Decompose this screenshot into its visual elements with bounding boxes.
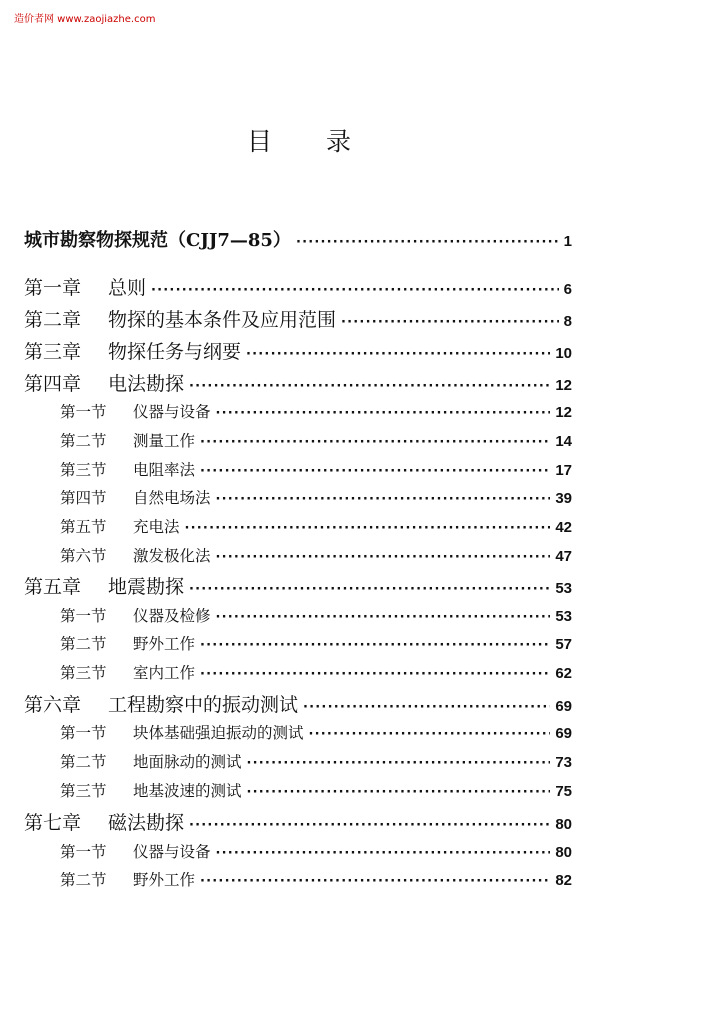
section-number: 第二节 (60, 635, 107, 653)
chapter-title: 地震勘探 (108, 576, 185, 598)
chapter-title: 电法勘探 (108, 373, 185, 395)
toc-label (24, 808, 184, 835)
toc-label (60, 750, 242, 772)
toc-page-number: 47 (555, 548, 572, 565)
section-title: 野外工作 (133, 635, 196, 653)
toc-label (60, 661, 195, 683)
toc-page-number: 53 (555, 608, 572, 625)
leader-dots (189, 818, 550, 833)
chapter-number: 第三章 (24, 341, 82, 363)
section-title: 充电法 (133, 518, 180, 536)
section-number: 第五节 (60, 518, 107, 536)
toc-page-number: 73 (555, 754, 572, 771)
chapter-title: 物探的基本条件及应用范围 (108, 309, 337, 331)
section-title: 激发极化法 (133, 547, 211, 565)
toc-page-number: 82 (555, 872, 572, 889)
chapter-number: 第二章 (24, 309, 82, 331)
toc-page-number: 53 (555, 580, 572, 597)
leader-dots (216, 550, 551, 565)
section-number: 第四节 (60, 489, 107, 507)
toc-label (60, 400, 211, 422)
toc-page-number: 12 (555, 377, 572, 394)
section-title: 自然电场法 (133, 489, 211, 507)
chapter-title: 工程勘察中的振动测试 (108, 694, 299, 716)
toc-label (60, 779, 242, 801)
toc-section[interactable] (60, 868, 572, 890)
toc-section[interactable] (60, 544, 572, 566)
leader-dots (200, 874, 550, 889)
toc-chapter[interactable] (24, 305, 572, 332)
toc-label (24, 273, 146, 300)
section-number: 第一节 (60, 403, 107, 421)
section-number: 第三节 (60, 664, 107, 682)
section-title: 野外工作 (133, 871, 196, 889)
toc-chapter[interactable] (24, 808, 572, 835)
toc-page-number: 12 (555, 404, 572, 421)
chapter-title: 物探任务与纲要 (108, 341, 242, 363)
leader-dots (200, 667, 550, 682)
section-number: 第三节 (60, 782, 107, 800)
toc-spec-entry[interactable] (24, 226, 572, 252)
toc-label (24, 305, 336, 332)
toc-section[interactable] (60, 632, 572, 654)
toc-chapter[interactable] (24, 690, 572, 717)
leader-dots (185, 521, 551, 536)
toc-page-number: 80 (555, 844, 572, 861)
toc-page-number: 75 (555, 783, 572, 800)
toc-label (60, 515, 180, 537)
section-number: 第一节 (60, 724, 107, 742)
chapter-number: 第四章 (24, 373, 82, 395)
leader-dots (216, 492, 551, 507)
section-number: 第二节 (60, 753, 107, 771)
title-char-1: 目 (246, 127, 274, 156)
toc-page-number: 57 (555, 636, 572, 653)
leader-dots (296, 235, 559, 250)
section-number: 第二节 (60, 871, 107, 889)
chapter-number: 第七章 (24, 812, 82, 834)
toc-page-number: 6 (563, 281, 572, 298)
section-title: 测量工作 (133, 432, 196, 450)
toc-label: 城市勘察物探规范（CJJ7—85） (24, 230, 291, 251)
toc-label (60, 486, 211, 508)
section-number: 第六节 (60, 547, 107, 565)
leader-dots (189, 582, 550, 597)
leader-dots (200, 464, 550, 479)
toc-page-number: 10 (555, 345, 572, 362)
section-title: 块体基础强迫振动的测试 (133, 724, 304, 742)
toc-chapter[interactable] (24, 572, 572, 599)
toc-label (60, 458, 195, 480)
toc-page-number: 39 (555, 490, 572, 507)
toc-section[interactable] (60, 400, 572, 422)
toc-label (60, 604, 211, 626)
toc-label (24, 337, 241, 364)
toc-label (24, 690, 298, 717)
toc-page-number: 42 (555, 519, 572, 536)
section-title: 电阻率法 (133, 461, 196, 479)
toc-section[interactable] (60, 429, 572, 451)
section-number: 第三节 (60, 461, 107, 479)
watermark: 造价者网 www.zaojiazhe.com (14, 14, 156, 25)
section-title: 仪器与设备 (133, 403, 211, 421)
toc-chapter[interactable] (24, 273, 572, 300)
toc-label (60, 429, 195, 451)
chapter-number: 第六章 (24, 694, 82, 716)
section-title: 仪器与设备 (133, 843, 211, 861)
leader-dots (341, 315, 559, 330)
toc-section[interactable] (60, 840, 572, 862)
toc-label (60, 840, 211, 862)
leader-dots (247, 756, 551, 771)
toc-section[interactable] (60, 721, 572, 743)
toc-section[interactable] (60, 750, 572, 772)
toc-chapter[interactable] (24, 337, 572, 364)
toc-section[interactable] (60, 779, 572, 801)
toc-page-number: 69 (555, 698, 572, 715)
toc-label (24, 369, 184, 396)
section-number: 第二节 (60, 432, 107, 450)
leader-dots (151, 283, 559, 298)
section-title: 仪器及检修 (133, 607, 211, 625)
toc-page-number: 17 (555, 462, 572, 479)
chapter-number: 第五章 (24, 576, 82, 598)
toc-label (60, 868, 195, 890)
chapter-number: 第一章 (24, 277, 82, 299)
toc-label (60, 721, 304, 743)
leader-dots (216, 610, 551, 625)
chapter-title: 磁法勘探 (108, 812, 185, 834)
leader-dots (200, 638, 550, 653)
toc-page-number: 8 (563, 313, 572, 330)
toc-page-number: 1 (563, 233, 572, 250)
toc-page-number: 62 (555, 665, 572, 682)
chapter-title: 总则 (108, 277, 147, 299)
toc-page-number: 69 (555, 725, 572, 742)
section-title: 地基波速的测试 (133, 782, 242, 800)
toc-label (60, 632, 195, 654)
leader-dots (200, 435, 550, 450)
toc-section[interactable] (60, 486, 572, 508)
toc-section[interactable] (60, 661, 572, 683)
leader-dots (309, 727, 551, 742)
toc-section[interactable] (60, 458, 572, 480)
section-title: 地面脉动的测试 (133, 753, 242, 771)
toc-section[interactable] (60, 604, 572, 626)
section-number: 第一节 (60, 607, 107, 625)
page-title (0, 122, 600, 158)
section-number: 第一节 (60, 843, 107, 861)
leader-dots (189, 379, 550, 394)
leader-dots (216, 406, 551, 421)
title-char-2: 录 (326, 127, 354, 156)
leader-dots (303, 700, 550, 715)
toc-label (60, 544, 211, 566)
leader-dots (247, 785, 551, 800)
section-title: 室内工作 (133, 664, 196, 682)
leader-dots (216, 846, 551, 861)
toc-label (24, 572, 184, 599)
leader-dots (246, 347, 550, 362)
toc-page-number: 14 (555, 433, 572, 450)
toc-page-number: 80 (555, 816, 572, 833)
toc-chapter[interactable] (24, 369, 572, 396)
toc-section[interactable] (60, 515, 572, 537)
